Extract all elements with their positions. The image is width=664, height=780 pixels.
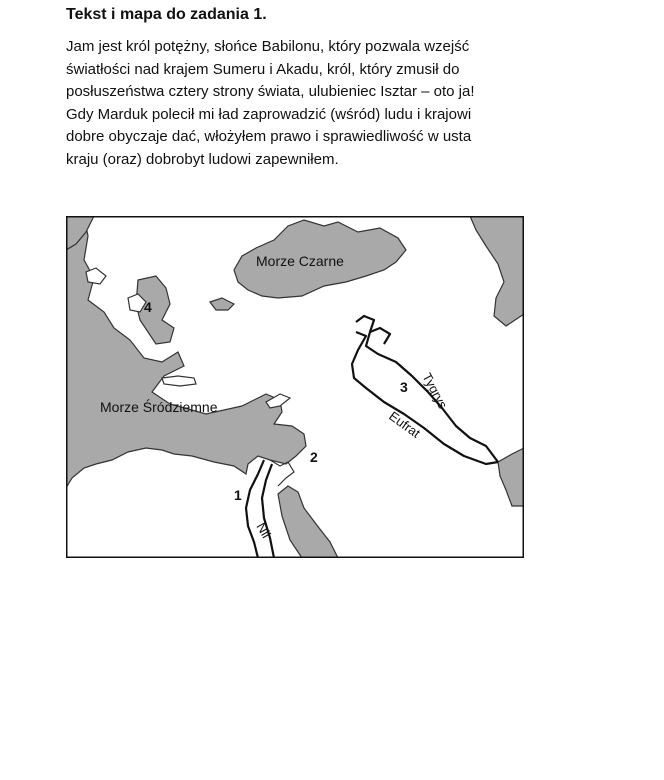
sinai-coast: [270, 460, 294, 486]
aegean-island: [86, 268, 106, 284]
text-line: kraju (oraz) dobrobyt ludowi zapewniłem.: [66, 150, 339, 168]
marker-1: 1: [234, 487, 242, 503]
marker-2: 2: [310, 449, 318, 465]
text-line: Jam jest król potężny, słońce Babilonu, który pozwala wzejść: [66, 38, 470, 55]
crete-island: [162, 376, 196, 386]
marker-4: 4: [144, 299, 152, 315]
document-title: Tekst i mapa do zadania 1.: [66, 6, 267, 23]
text-line: światłości nad krajem Sumeru i Akadu, król, który zmusił do: [66, 60, 460, 78]
nile-river-bank: [262, 464, 274, 558]
label-tigris: Tygrys: [419, 370, 451, 412]
nile-river: [246, 460, 264, 558]
label-nile: Nil: [253, 520, 274, 541]
red-sea-area: [278, 486, 338, 558]
caspian-sea-area: [470, 216, 524, 326]
text-line: dobre obyczaje dać, włożyłem prawo i sprawiedliwość w usta: [66, 128, 472, 145]
historical-map: [66, 216, 524, 558]
marker-3: 3: [400, 379, 408, 395]
marmara-area: [210, 298, 234, 310]
euphrates-branch: [370, 328, 390, 344]
persian-gulf-area: [498, 448, 524, 506]
text-line: Gdy Marduk polecił mi ład zaprowadzić (wśród) ludu i krajowi: [66, 105, 472, 123]
label-mediterranean: Morze Śródziemne: [100, 399, 218, 415]
label-euphrates: Eufrat: [386, 408, 424, 441]
text-line: posłuszeństwa cztery strony świata, ulubieniec Isztar – oto ja!: [66, 83, 475, 100]
source-text: [66, 36, 586, 171]
label-black-sea: Morze Czarne: [256, 253, 344, 269]
